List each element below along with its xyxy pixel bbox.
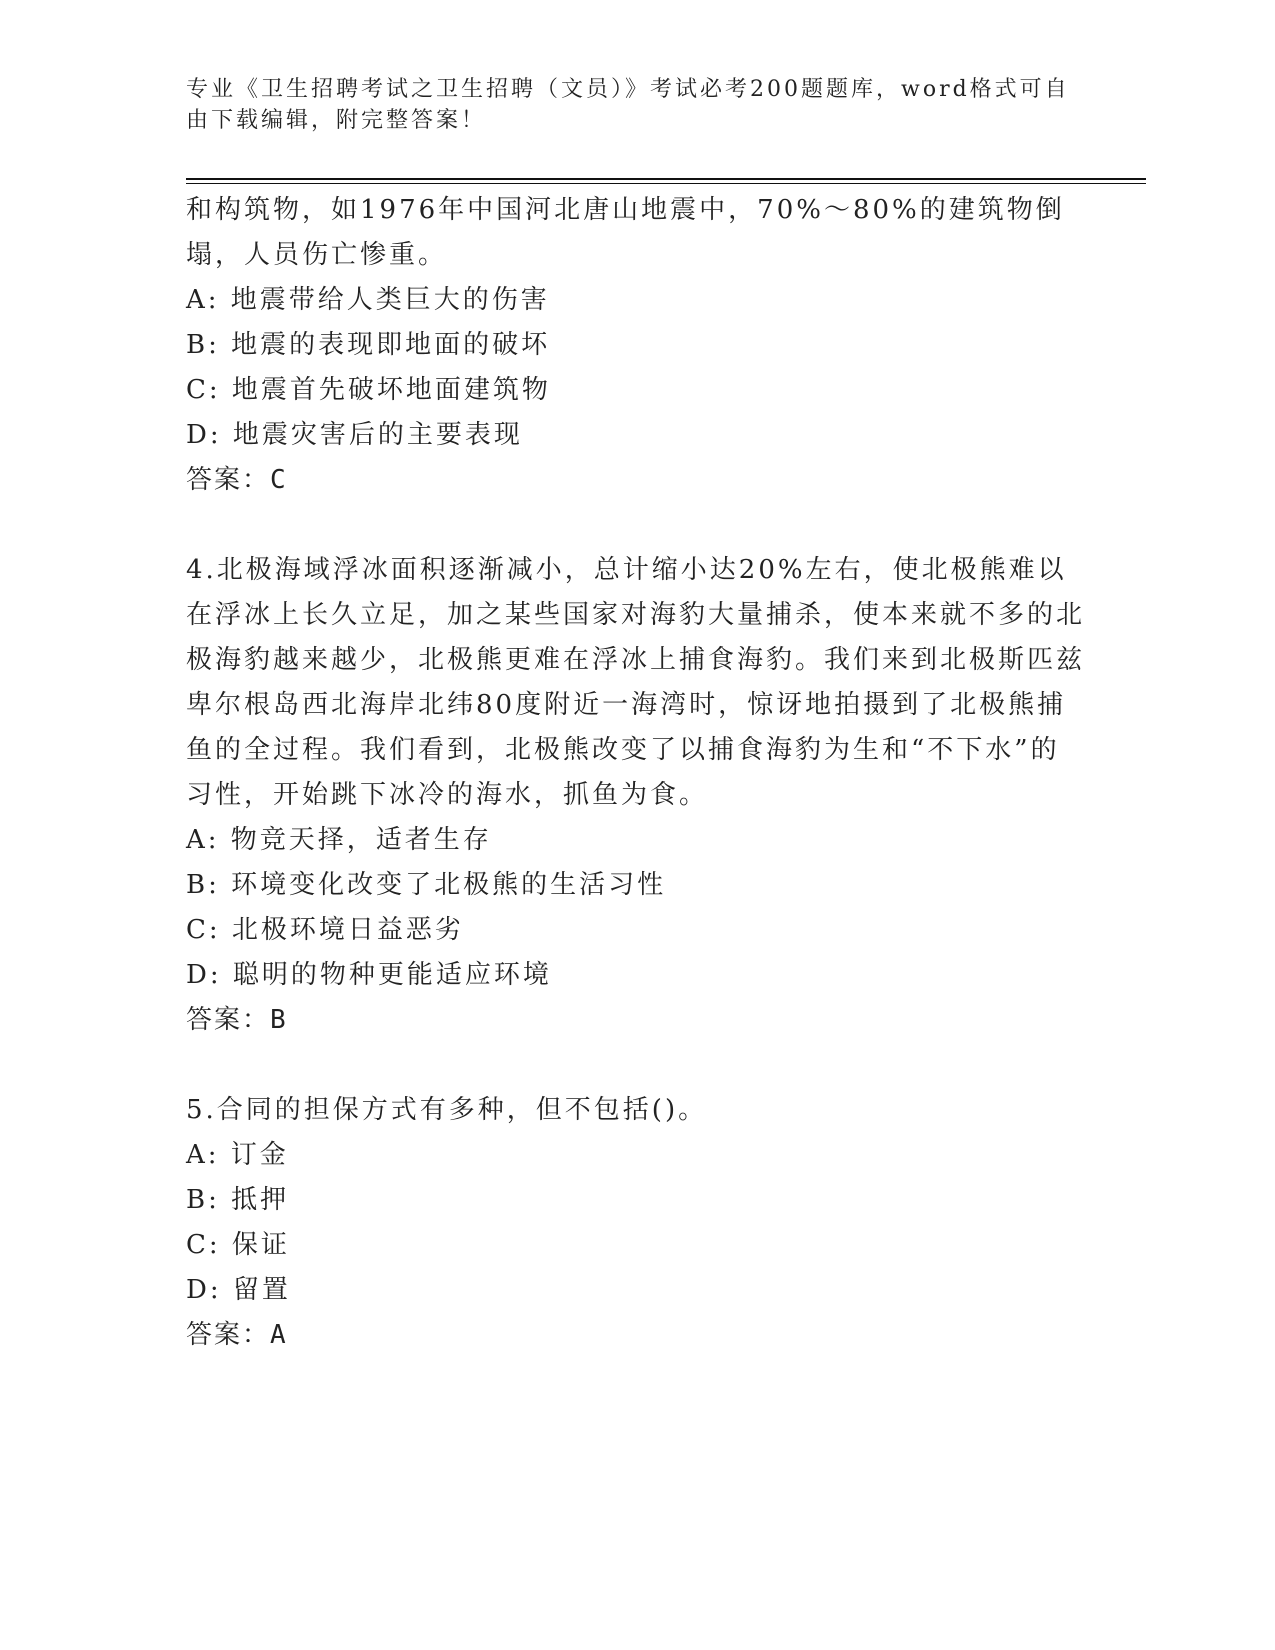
question-3 bbox=[186, 188, 1086, 503]
question-5-option-a: A: 订金 bbox=[186, 1140, 289, 1170]
question-5-option-b: B: 抵押 bbox=[186, 1185, 290, 1215]
question-4 bbox=[186, 548, 1086, 1043]
document-body bbox=[186, 188, 1086, 1358]
question-4-option-b: B: 环境变化改变了北极熊的生活习性 bbox=[186, 870, 667, 900]
question-4-answer: 答案：B bbox=[186, 1005, 288, 1035]
question-3-option-c: C: 地震首先破坏地面建筑物 bbox=[186, 375, 551, 405]
question-3-answer: 答案：C bbox=[186, 465, 288, 495]
question-5 bbox=[186, 1088, 1086, 1358]
question-3-option-b: B: 地震的表现即地面的破坏 bbox=[186, 330, 551, 360]
question-spacer bbox=[186, 503, 1086, 548]
question-4-option-a: A: 物竞天择，适者生存 bbox=[186, 825, 492, 855]
header-divider-thick bbox=[186, 178, 1146, 180]
question-4-option-d: D: 聪明的物种更能适应环境 bbox=[186, 960, 552, 990]
question-5-option-d: D: 留置 bbox=[186, 1275, 291, 1305]
question-spacer bbox=[186, 1043, 1086, 1088]
page-header: 专业《卫生招聘考试之卫生招聘（文员）》考试必考200题题库，word格式可自由下载编辑，附完整答案！ bbox=[186, 77, 1070, 133]
question-4-text: 4.北极海域浮冰面积逐渐减小，总计缩小达20%左右，使北极熊难以在浮冰上长久立足，加之某些国家对海豹大量捕杀，使本来就不多的北极海豹越来越少，北极熊更难在浮冰上捕食海豹。我们来到北极斯匹兹卑尔根岛西北海岸北纬80度附近一海湾时，惊讶地拍摄到了北极熊捕鱼的全过程。我们看到，北极熊改变了以捕食海豹为生和“不下水”的习性，开始跳下冰冷的海水，抓鱼为食。 bbox=[186, 555, 1086, 810]
header-divider-thin bbox=[186, 183, 1146, 184]
question-3-option-d: D: 地震灾害后的主要表现 bbox=[186, 420, 523, 450]
question-5-answer: 答案：A bbox=[186, 1320, 288, 1350]
question-5-text: 5.合同的担保方式有多种，但不包括()。 bbox=[186, 1095, 708, 1125]
question-3-option-a: A: 地震带给人类巨大的伤害 bbox=[186, 285, 550, 315]
question-5-option-c: C: 保证 bbox=[186, 1230, 290, 1260]
question-3-text-continued: 和构筑物，如1976年中国河北唐山地震中，70%～80%的建筑物倒塌，人员伤亡惨重。 bbox=[186, 195, 1065, 270]
question-4-option-c: C: 北极环境日益恶劣 bbox=[186, 915, 464, 945]
